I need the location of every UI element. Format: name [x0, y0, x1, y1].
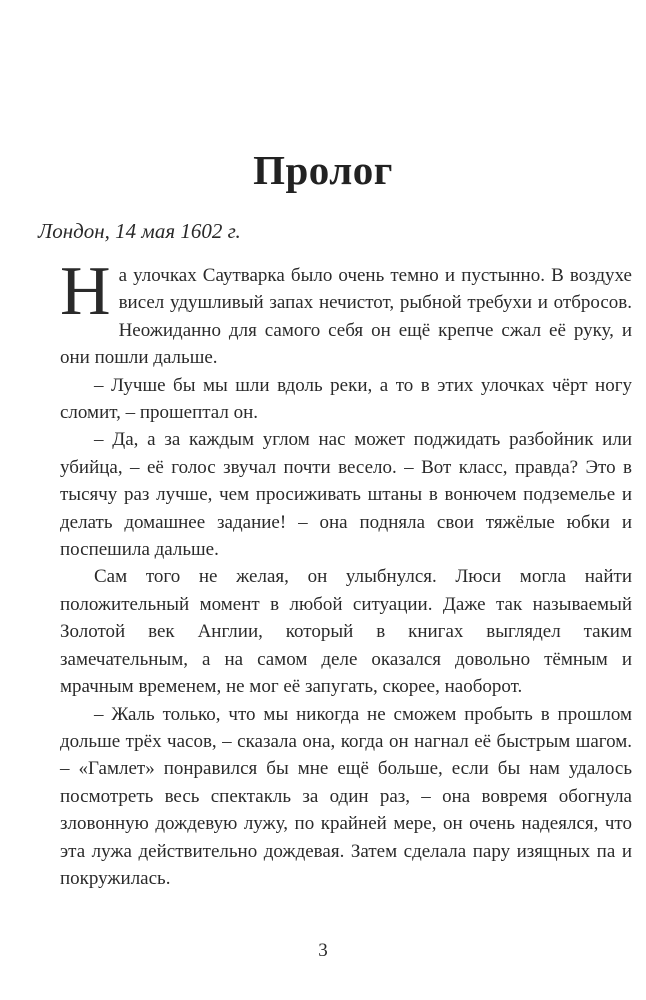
- paragraph-4: Сам того не желая, он улыбнулся. Люси могла найти положительный момент в любой ситуации. Даже так называемый Золотой век Англии, который в книгах выглядел таким замечательным, а на самом деле оказался довольно тёмным и мрачным временем, не мог её запугать, скорее, наоборот.: [60, 566, 632, 698]
- paragraph-1: [60, 253, 632, 372]
- chapter-dateline: Лондон, 14 мая 1602 г.: [38, 219, 241, 243]
- body-text: [60, 253, 632, 892]
- paragraph-1-text: а улочках Саутварка было очень темно и пустынно. В воздухе висел удушливый запах нечистот, рыбной требухи и отбросов. Неожиданно для самого себя он ещё крепче сжал её руку, и они пошли дальше.: [60, 265, 632, 369]
- paragraph-2: – Лучше бы мы шли вдоль реки, а то в этих улочках чёрт ногу сломит, – прошептал он.: [60, 374, 632, 424]
- chapter-title: Пролог: [253, 147, 393, 193]
- drop-cap: Н: [60, 253, 111, 330]
- page-number: 3: [318, 940, 328, 961]
- paragraph-3: – Да, а за каждым углом нас может поджидать разбойник или убийца, – её голос звучал почти весело. – Вот класс, правда? Это в тысячу раз лучше, чем просиживать штаны в вонючем подземелье и делать домашнее задание! – она подняла свои тяжёлые юбки и поспешила дальше.: [60, 429, 632, 561]
- paragraph-5: – Жаль только, что мы никогда не сможем пробыть в прошлом дольше трёх часов, – сказала она, когда он нагнал её быстрым шагом. – «Гамлет» понравился бы мне ещё больше, если бы нам удалось посмотреть весь спектакль за один раз, – она вовремя обогнула зловонную дождевую лужу, по крайней мере, он очень надеялся, что эта лужа действительно дождевая. Затем сделала пару изящных па и покружилась.: [60, 703, 632, 889]
